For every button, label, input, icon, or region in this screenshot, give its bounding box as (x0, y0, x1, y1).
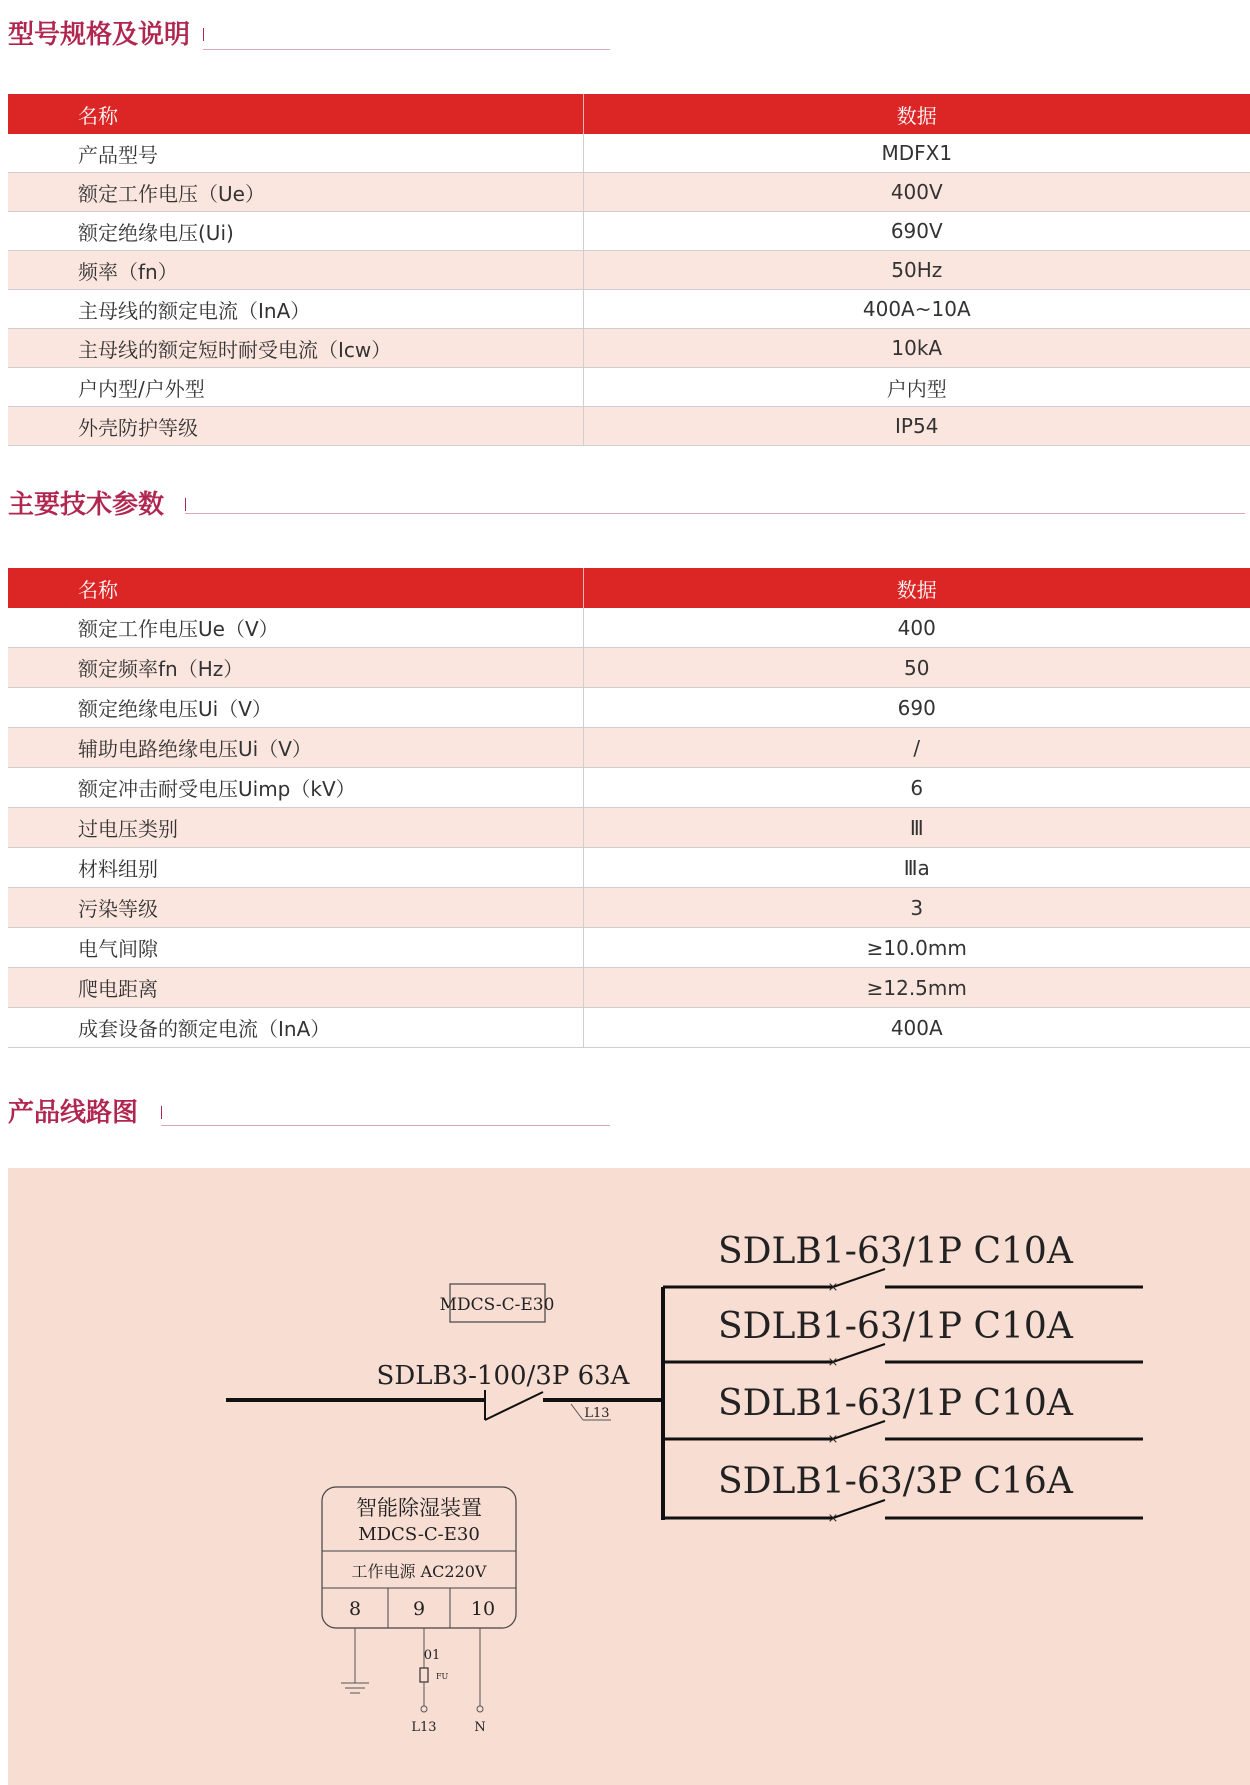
row-value: 400 (583, 608, 1250, 648)
row-name: 电气间隙 (8, 928, 583, 968)
table-row (8, 368, 1250, 407)
fuse-label: FU (436, 1672, 449, 1681)
row-value: / (583, 728, 1250, 768)
table-row (8, 808, 1250, 848)
terminal-9: 9 (412, 1598, 426, 1620)
row-name: 额定绝缘电压(Ui) (8, 212, 583, 251)
svg-text:×: × (827, 1511, 839, 1526)
row-name: 成套设备的额定电流（InA） (8, 1008, 583, 1048)
row-name: 主母线的额定短时耐受电流（Icw） (8, 329, 583, 368)
tech-table (8, 568, 1250, 1048)
row-value: 690V (583, 212, 1250, 251)
fuse-icon (420, 1668, 428, 1682)
branch-label: SDLB1-63/3P C16A (718, 1461, 1073, 1502)
svg-text:×: × (827, 1280, 839, 1295)
title-rule (203, 49, 610, 50)
table-row (8, 968, 1250, 1008)
table-row (8, 848, 1250, 888)
row-value: Ⅲ (583, 808, 1250, 848)
row-name: 产品型号 (8, 134, 583, 173)
row-value: 50Hz (583, 251, 1250, 290)
section-title-tech: 主要技术参数 (8, 490, 165, 520)
row-value: 400V (583, 173, 1250, 212)
table-row (8, 768, 1250, 808)
table-row (8, 1008, 1250, 1048)
terminal-point (477, 1706, 483, 1712)
terminal-8: 8 (348, 1598, 362, 1620)
row-value: ≥12.5mm (583, 968, 1250, 1008)
terminal-point (421, 1706, 427, 1712)
table-row (8, 728, 1250, 768)
row-name: 额定冲击耐受电压Uimp（kV） (8, 768, 583, 808)
branch-circuit-1 (663, 1231, 1143, 1295)
row-value: MDFX1 (583, 134, 1250, 173)
spec-table (8, 94, 1250, 446)
table-row (8, 134, 1250, 173)
row-name: 额定工作电压Ue（V） (8, 608, 583, 648)
row-value: Ⅲa (583, 848, 1250, 888)
branch-label: SDLB1-63/1P C10A (718, 1306, 1073, 1347)
branch-circuit-3 (663, 1383, 1143, 1447)
main-breaker-switch (485, 1392, 543, 1420)
table-row (8, 212, 1250, 251)
row-name: 户内型/户外型 (8, 368, 583, 407)
row-value: ≥10.0mm (583, 928, 1250, 968)
table-header-row (8, 94, 1250, 134)
branch-label: SDLB1-63/1P C10A (718, 1383, 1073, 1424)
row-name: 额定工作电压（Ue） (8, 173, 583, 212)
table-row (8, 407, 1250, 446)
row-name: 额定绝缘电压Ui（V） (8, 688, 583, 728)
section-title-circuit: 产品线路图 (8, 1098, 139, 1128)
row-value: IP54 (583, 407, 1250, 446)
header-name: 名称 (8, 94, 583, 134)
row-name: 爬电距离 (8, 968, 583, 1008)
row-value: 690 (583, 688, 1250, 728)
device-power: 工作电源 AC220V (351, 1562, 487, 1581)
branch-label: SDLB1-63/1P C10A (718, 1231, 1073, 1272)
terminal-10: 10 (470, 1598, 496, 1620)
table-header-row (8, 568, 1250, 608)
svg-text:×: × (827, 1355, 839, 1370)
row-name: 外壳防护等级 (8, 407, 583, 446)
device-model: MDCS-C-E30 (358, 1524, 480, 1545)
table-row (8, 648, 1250, 688)
branch-circuit-2 (663, 1306, 1143, 1370)
table-row (8, 173, 1250, 212)
dehumidifier-device (322, 1487, 516, 1735)
header-value: 数据 (583, 94, 1250, 134)
row-name: 频率（fn） (8, 251, 583, 290)
svg-text:×: × (827, 1432, 839, 1447)
row-value: 6 (583, 768, 1250, 808)
title-bracket (203, 28, 204, 41)
row-value: 户内型 (583, 368, 1250, 407)
main-breaker-label: SDLB3-100/3P 63A (376, 1361, 630, 1391)
table-row (8, 290, 1250, 329)
wiring-diagram (8, 1168, 1250, 1785)
table-row (8, 608, 1250, 648)
title-bracket (185, 498, 186, 511)
row-value: 50 (583, 648, 1250, 688)
fuse-id: 01 (423, 1648, 441, 1663)
section-title-specs: 型号规格及说明 (8, 20, 191, 50)
line-label: L13 (411, 1720, 437, 1735)
main-tap-label: L13 (584, 1406, 610, 1421)
header-value: 数据 (583, 568, 1250, 608)
row-name: 材料组别 (8, 848, 583, 888)
row-value: 10kA (583, 329, 1250, 368)
branch-circuit-4 (663, 1461, 1143, 1526)
table-row (8, 688, 1250, 728)
table-row (8, 928, 1250, 968)
row-name: 额定频率fn（Hz） (8, 648, 583, 688)
title-rule (185, 513, 1245, 514)
title-bracket (161, 1106, 162, 1119)
table-row (8, 329, 1250, 368)
tap-leader (571, 1404, 583, 1420)
wiring-diagram-svg (8, 1168, 1250, 1785)
row-value: 3 (583, 888, 1250, 928)
row-name: 辅助电路绝缘电压Ui（V） (8, 728, 583, 768)
table-row (8, 251, 1250, 290)
row-name: 过电压类别 (8, 808, 583, 848)
row-value: 400A~10A (583, 290, 1250, 329)
header-name: 名称 (8, 568, 583, 608)
row-value: 400A (583, 1008, 1250, 1048)
controller-box-label: MDCS-C-E30 (439, 1295, 555, 1315)
row-name: 主母线的额定电流（InA） (8, 290, 583, 329)
table-row (8, 888, 1250, 928)
neutral-label: N (474, 1720, 486, 1735)
row-name: 污染等级 (8, 888, 583, 928)
title-rule (161, 1125, 610, 1126)
device-name: 智能除湿装置 (356, 1496, 482, 1520)
